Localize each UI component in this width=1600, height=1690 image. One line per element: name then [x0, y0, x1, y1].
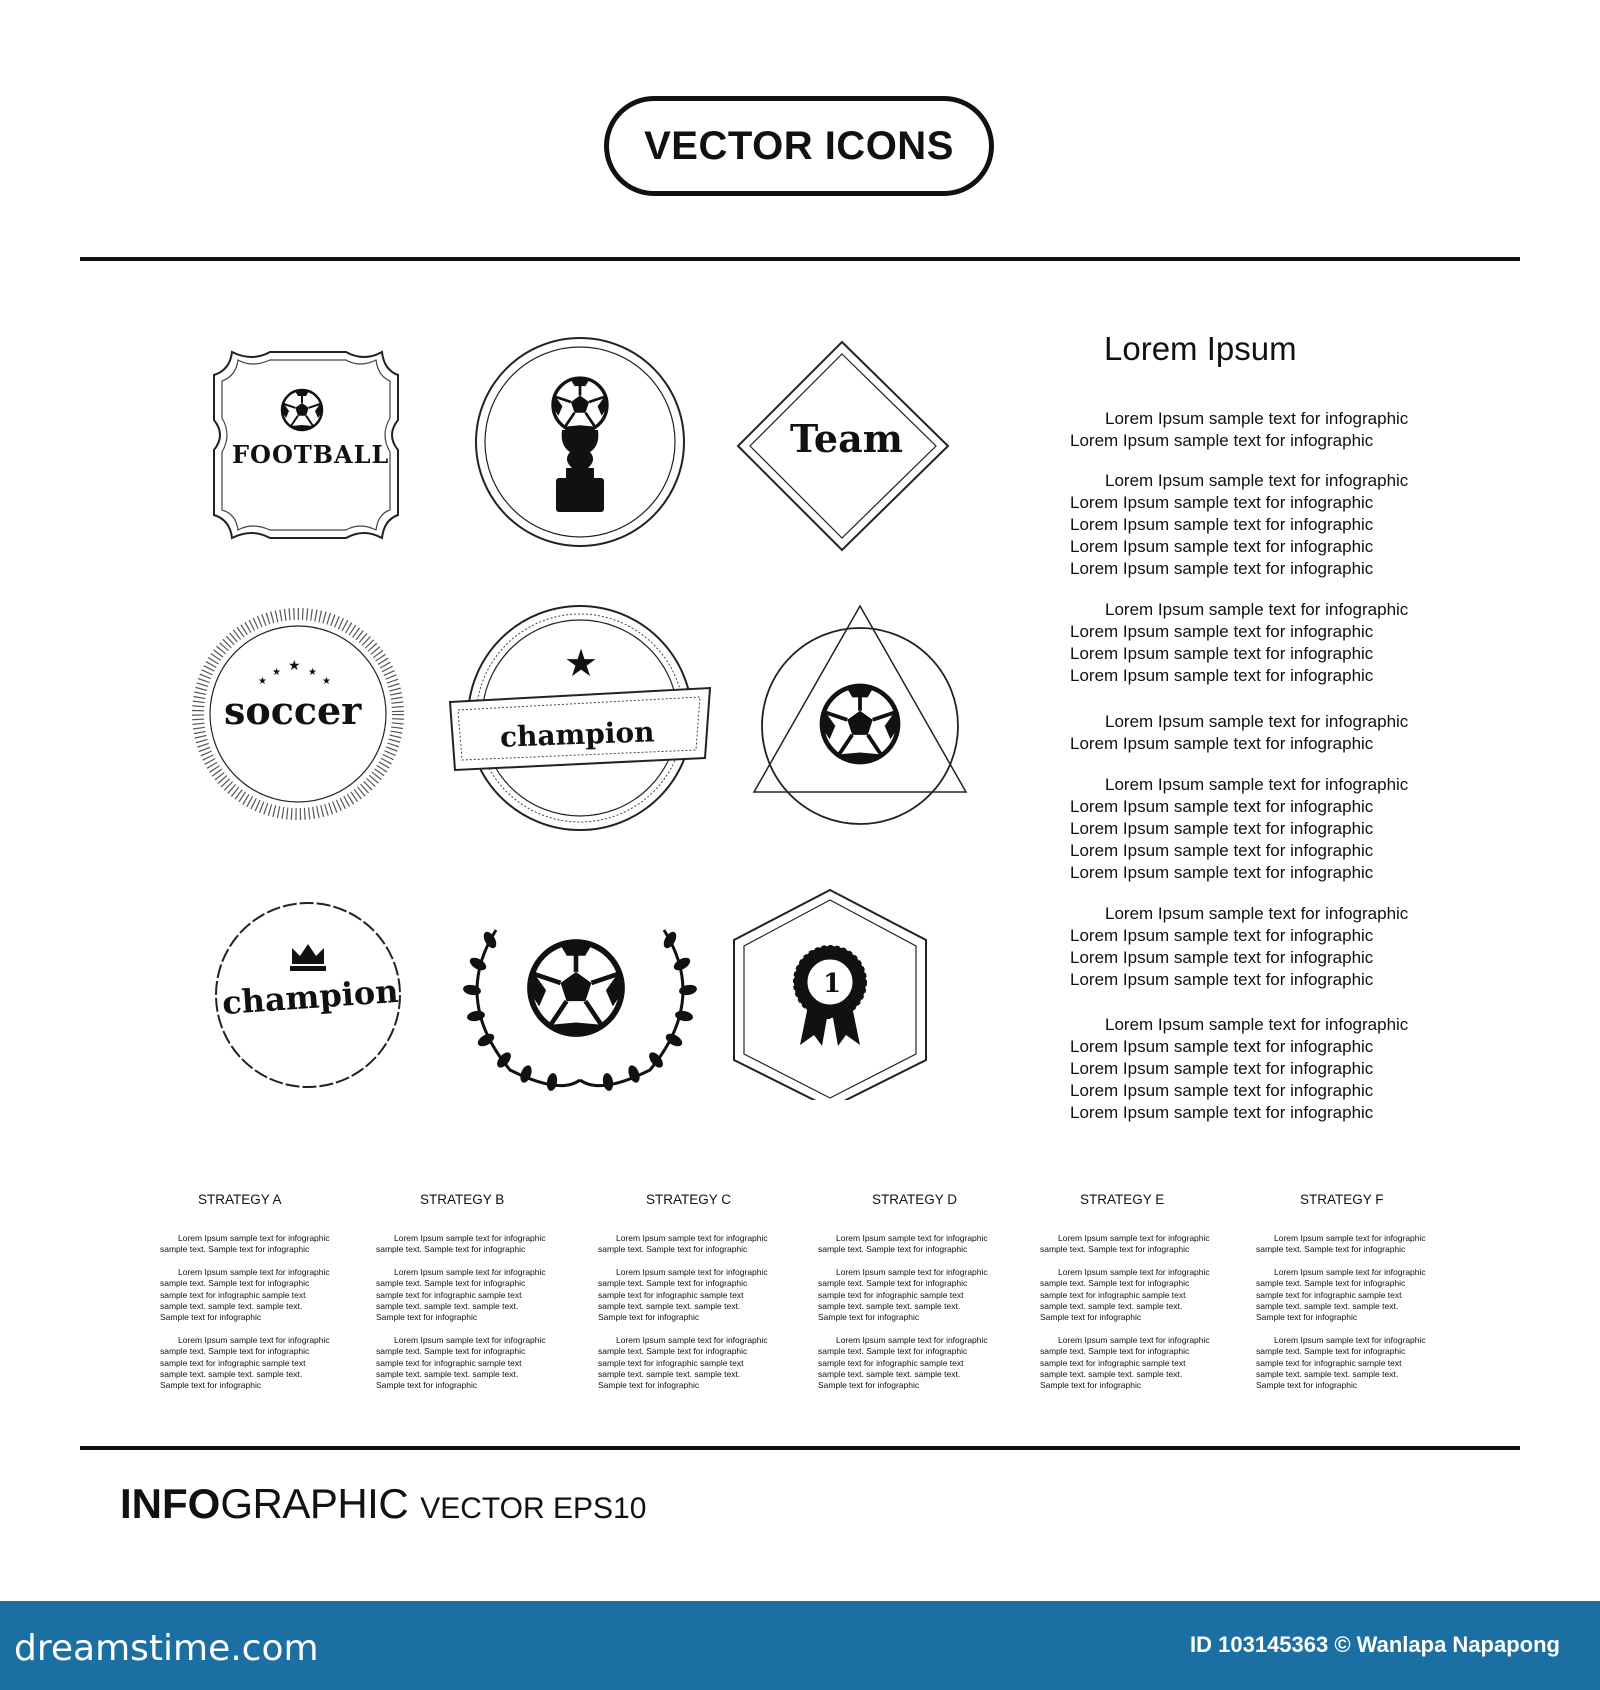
lorem-heading: Lorem Ipsum	[1104, 330, 1297, 367]
strategy-line: sample text for infographic sample text	[598, 1357, 744, 1368]
lorem-line: Lorem Ipsum sample text for infographic	[1070, 1081, 1374, 1100]
svg-text:★: ★	[322, 676, 331, 687]
lorem-line: Lorem Ipsum sample text for infographic	[1070, 1037, 1374, 1056]
lorem-line: Lorem Ipsum sample text for infographic	[1070, 926, 1374, 945]
strategy-title: STRATEGY F	[1300, 1192, 1384, 1207]
strategy-line: sample text. sample text. sample text.	[1256, 1368, 1399, 1379]
football-label: FOOTBALL	[232, 440, 390, 469]
crown-icon	[292, 944, 324, 964]
strategy-line: sample text for infographic sample text	[1040, 1289, 1186, 1300]
strategy-line: sample text for infographic sample text	[376, 1289, 522, 1300]
lorem-line: Lorem Ipsum sample text for infographic	[1105, 409, 1409, 428]
strategy-line: sample text for infographic sample text	[818, 1357, 964, 1368]
strategy-line: sample text. Sample text for infographic	[598, 1278, 748, 1289]
strategy-line: Lorem Ipsum sample text for infographic	[1274, 1233, 1426, 1243]
strategy-line: sample text. sample text. sample text.	[1040, 1368, 1183, 1379]
strategy-line: Lorem Ipsum sample text for infographic	[1274, 1267, 1426, 1277]
page-title: VECTOR ICONS	[644, 123, 954, 168]
strategy-text	[376, 1233, 546, 1256]
strategy-line: Lorem Ipsum sample text for infographic	[836, 1267, 988, 1277]
strategy-line: sample text for infographic sample text	[1256, 1357, 1402, 1368]
lorem-paragraph	[1070, 711, 1408, 755]
bottom-divider	[80, 1446, 1520, 1450]
strategy-line: sample text. Sample text for infographic	[1040, 1244, 1190, 1255]
strategy-line: Sample text for infographic	[818, 1312, 920, 1323]
strategy-line: Sample text for infographic	[818, 1380, 920, 1391]
strategy-line: Lorem Ipsum sample text for infographic	[178, 1267, 330, 1277]
strategy-text	[818, 1267, 988, 1323]
strategy-line: sample text. Sample text for infographic	[598, 1346, 748, 1357]
lorem-paragraph	[1070, 903, 1408, 991]
lorem-paragraph	[1070, 408, 1408, 452]
lorem-line: Lorem Ipsum sample text for infographic	[1070, 734, 1374, 753]
lorem-line: Lorem Ipsum sample text for infographic	[1070, 666, 1374, 685]
strategy-line: Lorem Ipsum sample text for infographic	[394, 1233, 546, 1243]
star-icon: ★	[564, 643, 599, 685]
lorem-line: Lorem Ipsum sample text for infographic	[1070, 841, 1374, 860]
lorem-line: Lorem Ipsum sample text for infographic	[1070, 1103, 1374, 1122]
medal-number: 1	[823, 969, 842, 999]
strategy-text	[1040, 1335, 1210, 1391]
lorem-line: Lorem Ipsum sample text for infographic	[1070, 948, 1374, 967]
strategy-line: sample text. Sample text for infographic	[376, 1278, 526, 1289]
strategy-line: sample text for infographic sample text	[818, 1289, 964, 1300]
soccer-ball-icon	[822, 686, 898, 762]
strategy-text	[598, 1233, 768, 1256]
strategy-line: sample text for infographic sample text	[160, 1289, 306, 1300]
strategy-line: Sample text for infographic	[1040, 1380, 1142, 1391]
strategy-text	[1256, 1335, 1426, 1391]
lorem-line: Lorem Ipsum sample text for infographic	[1070, 863, 1374, 882]
lorem-line: Lorem Ipsum sample text for infographic	[1105, 904, 1409, 923]
top-divider	[80, 257, 1520, 261]
strategy-line: Sample text for infographic	[160, 1312, 262, 1323]
strategy-line: sample text. sample text. sample text.	[376, 1368, 519, 1379]
lorem-line: Lorem Ipsum sample text for infographic	[1105, 600, 1409, 619]
soccer-ball-icon	[530, 942, 622, 1034]
strategy-line: Lorem Ipsum sample text for infographic	[616, 1335, 768, 1345]
strategy-line: sample text for infographic sample text	[1256, 1289, 1402, 1300]
strategy-line: sample text for infographic sample text	[376, 1357, 522, 1368]
lorem-paragraph	[1070, 599, 1408, 687]
trophy-ball-icon	[553, 378, 607, 432]
strategy-line: sample text. Sample text for infographic	[1256, 1244, 1406, 1255]
strategy-text	[376, 1335, 546, 1391]
strategy-line: sample text. Sample text for infographic	[818, 1278, 968, 1289]
lorem-line: Lorem Ipsum sample text for infographic	[1070, 1059, 1374, 1078]
lorem-line: Lorem Ipsum sample text for infographic	[1070, 819, 1374, 838]
lorem-line: Lorem Ipsum sample text for infographic	[1070, 515, 1374, 534]
strategy-line: sample text. Sample text for infographic	[818, 1346, 968, 1357]
strategy-text	[160, 1267, 330, 1323]
strategy-line: sample text. Sample text for infographic	[1256, 1278, 1406, 1289]
svg-text:★: ★	[272, 667, 281, 678]
watermark-brand: dreamstime.com	[14, 1628, 319, 1669]
strategy-line: sample text. sample text. sample text.	[598, 1368, 741, 1379]
strategy-line: sample text. sample text. sample text.	[376, 1300, 519, 1311]
strategy-line: Lorem Ipsum sample text for infographic	[836, 1233, 988, 1243]
strategy-title: STRATEGY C	[646, 1192, 732, 1207]
strategy-line: sample text. Sample text for infographic	[160, 1346, 310, 1357]
strategy-line: sample text. Sample text for infographic	[376, 1244, 526, 1255]
lorem-line: Lorem Ipsum sample text for infographic	[1105, 775, 1409, 794]
lorem-line: Lorem Ipsum sample text for infographic	[1070, 622, 1374, 641]
strategy-line: Lorem Ipsum sample text for infographic	[616, 1267, 768, 1277]
strategy-line: Lorem Ipsum sample text for infographic	[1058, 1335, 1210, 1345]
strategy-title: STRATEGY D	[872, 1192, 958, 1207]
strategy-text	[818, 1335, 988, 1391]
strategy-text	[160, 1335, 330, 1391]
strategy-line: sample text. Sample text for infographic	[598, 1244, 748, 1255]
strategy-title: STRATEGY E	[1080, 1192, 1165, 1207]
strategy-line: Lorem Ipsum sample text for infographic	[178, 1335, 330, 1345]
strategy-text	[160, 1233, 330, 1256]
strategy-line: sample text. sample text. sample text.	[818, 1368, 961, 1379]
strategy-line: sample text for infographic sample text	[1040, 1357, 1186, 1368]
strategy-line: Lorem Ipsum sample text for infographic	[1058, 1267, 1210, 1277]
strategy-line: sample text. sample text. sample text.	[598, 1300, 741, 1311]
info-bold-text: INFO	[120, 1480, 221, 1527]
lorem-line: Lorem Ipsum sample text for infographic	[1070, 431, 1374, 450]
strategy-line: sample text. Sample text for infographic	[160, 1244, 310, 1255]
strategy-line: sample text for infographic sample text	[598, 1289, 744, 1300]
strategy-line: Sample text for infographic	[598, 1380, 700, 1391]
strategy-line: Sample text for infographic	[1256, 1312, 1358, 1323]
strategy-line: sample text. Sample text for infographic	[1256, 1346, 1406, 1357]
svg-text:★: ★	[288, 657, 301, 673]
strategy-line: Lorem Ipsum sample text for infographic	[836, 1335, 988, 1345]
strategy-line: Lorem Ipsum sample text for infographic	[1274, 1335, 1426, 1345]
strategy-line: sample text. sample text. sample text.	[818, 1300, 961, 1311]
strategy-line: sample text. sample text. sample text.	[160, 1368, 303, 1379]
strategy-line: Lorem Ipsum sample text for infographic	[394, 1267, 546, 1277]
triangle-ball-badge	[754, 606, 966, 824]
strategy-text	[598, 1267, 768, 1323]
lorem-line: Lorem Ipsum sample text for infographic	[1105, 712, 1409, 731]
champion-ribbon-label: champion	[499, 715, 655, 754]
lorem-line: Lorem Ipsum sample text for infographic	[1070, 559, 1374, 578]
svg-text:★: ★	[308, 667, 317, 678]
team-label: Team	[790, 416, 903, 461]
strategy-line: Lorem Ipsum sample text for infographic	[394, 1335, 546, 1345]
infographic-footer	[120, 1480, 646, 1528]
strategy-line: sample text. Sample text for infographic	[1040, 1346, 1190, 1357]
title-pill	[604, 96, 994, 196]
strategy-line: Sample text for infographic	[1040, 1312, 1142, 1323]
strategy-line: Lorem Ipsum sample text for infographic	[616, 1233, 768, 1243]
soccer-label: soccer	[224, 688, 362, 733]
strategy-line: Sample text for infographic	[376, 1380, 478, 1391]
strategy-line: Lorem Ipsum sample text for infographic	[1058, 1233, 1210, 1243]
strategy-text	[818, 1233, 988, 1256]
strategy-text	[1040, 1233, 1210, 1256]
trophy-icon	[562, 430, 599, 468]
strategy-line: Sample text for infographic	[598, 1312, 700, 1323]
strategy-text	[1256, 1233, 1426, 1256]
strategy-line: sample text. Sample text for infographic	[1040, 1278, 1190, 1289]
lorem-paragraph	[1070, 1014, 1408, 1124]
strategy-line: sample text. Sample text for infographic	[376, 1346, 526, 1357]
stars-icon	[258, 657, 331, 687]
watermark-credit: ID 103145363 © Wanlapa Napapong	[1190, 1632, 1560, 1657]
strategy-line: sample text. Sample text for infographic	[818, 1244, 968, 1255]
strategy-line: sample text. sample text. sample text.	[160, 1300, 303, 1311]
strategy-text	[376, 1267, 546, 1323]
laurel-ball-badge	[462, 930, 697, 1092]
trophy-badge	[476, 338, 684, 546]
strategy-title: STRATEGY A	[198, 1192, 282, 1207]
lorem-line: Lorem Ipsum sample text for infographic	[1105, 1015, 1409, 1034]
strategy-line: sample text. sample text. sample text.	[1040, 1300, 1183, 1311]
lorem-line: Lorem Ipsum sample text for infographic	[1070, 970, 1374, 989]
strategy-line: Sample text for infographic	[1256, 1380, 1358, 1391]
graphic-text: GRAPHIC	[220, 1480, 409, 1527]
strategy-line: Sample text for infographic	[376, 1312, 478, 1323]
strategy-text	[598, 1335, 768, 1391]
strategy-title: STRATEGY B	[420, 1192, 505, 1207]
strategy-line: sample text. sample text. sample text.	[1256, 1300, 1399, 1311]
lorem-line: Lorem Ipsum sample text for infographic	[1070, 797, 1374, 816]
svg-text:★: ★	[258, 676, 267, 687]
eps-text: VECTOR EPS10	[420, 1492, 647, 1525]
strategy-line: sample text. Sample text for infographic	[160, 1278, 310, 1289]
lorem-line: Lorem Ipsum sample text for infographic	[1070, 644, 1374, 663]
champion-seal-label: champion	[220, 971, 400, 1023]
lorem-line: Lorem Ipsum sample text for infographic	[1070, 537, 1374, 556]
strategy-line: Lorem Ipsum sample text for infographic	[178, 1233, 330, 1243]
lorem-line: Lorem Ipsum sample text for infographic	[1070, 493, 1374, 512]
strategy-text	[1256, 1267, 1426, 1323]
soccer-ball-icon	[282, 390, 322, 430]
lorem-paragraph	[1070, 470, 1408, 580]
strategy-line: sample text for infographic sample text	[160, 1357, 306, 1368]
lorem-line: Lorem Ipsum sample text for infographic	[1105, 471, 1409, 490]
strategy-line: Sample text for infographic	[160, 1380, 262, 1391]
lorem-paragraph	[1070, 774, 1408, 884]
strategy-text	[1040, 1267, 1210, 1323]
